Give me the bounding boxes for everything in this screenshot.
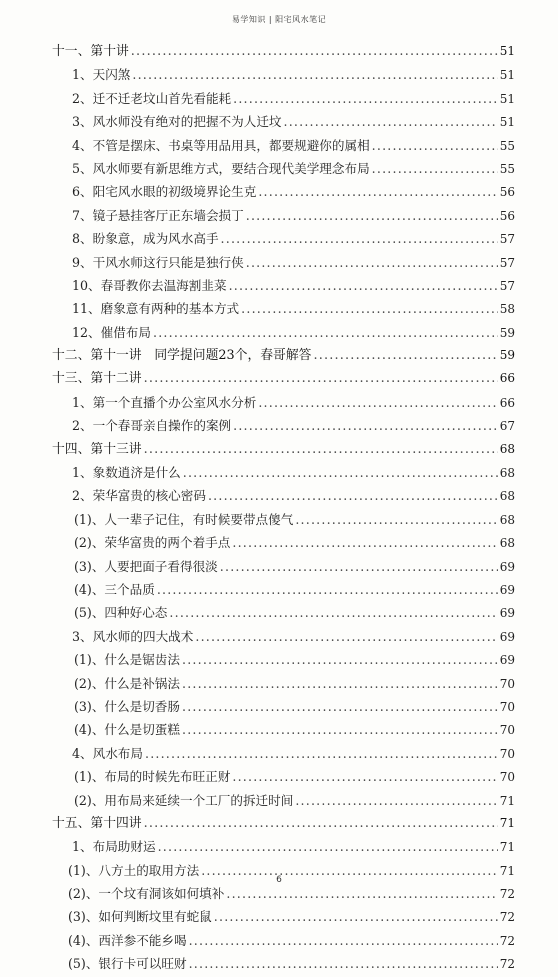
dot-leader bbox=[182, 695, 498, 718]
toc-entry-title: 3、风水师没有绝对的把握不为人迁坟 bbox=[72, 114, 282, 130]
toc-entry-title: (4)、西洋参不能乡喝 bbox=[68, 932, 187, 948]
dot-leader bbox=[208, 484, 498, 507]
dot-leader bbox=[158, 835, 498, 858]
toc-entry[interactable] bbox=[0, 274, 558, 297]
toc-entry[interactable] bbox=[0, 952, 558, 975]
toc-entry[interactable] bbox=[0, 812, 558, 835]
toc-entry-title: 3、风水师的四大战术 bbox=[72, 628, 194, 644]
toc-entry[interactable] bbox=[0, 344, 558, 367]
dot-leader bbox=[189, 929, 498, 952]
toc-entry[interactable] bbox=[0, 578, 558, 601]
dot-leader bbox=[232, 531, 497, 554]
dot-leader bbox=[313, 344, 497, 367]
dot-leader bbox=[144, 367, 498, 390]
toc-entry-page: 71 bbox=[499, 863, 515, 878]
dot-leader bbox=[131, 40, 498, 63]
toc-entry[interactable] bbox=[0, 882, 558, 905]
dot-leader bbox=[214, 905, 498, 928]
dot-leader bbox=[220, 555, 498, 578]
toc-entry[interactable] bbox=[0, 601, 558, 624]
toc-entry-page: 69 bbox=[499, 606, 515, 621]
toc-entry[interactable] bbox=[0, 438, 558, 461]
dot-leader bbox=[157, 578, 498, 601]
toc-entry-page: 69 bbox=[499, 559, 515, 574]
toc-entry-page: 55 bbox=[499, 161, 515, 176]
toc-entry-page: 51 bbox=[499, 44, 515, 58]
toc-entry-title: (1)、什么是锯齿法 bbox=[74, 652, 180, 668]
toc-entry-title: (2)、一个坟有洞该如何填补 bbox=[68, 886, 225, 902]
toc-entry-title: (2)、用布局来延续一个工厂的拆迁时间 bbox=[74, 792, 294, 808]
toc-entry-page: 56 bbox=[499, 185, 515, 200]
toc-entry-title: 十二、第十一讲 同学提问题23个，春哥解答 bbox=[52, 348, 312, 364]
toc-entry-page: 69 bbox=[499, 653, 515, 668]
toc-entry-title: (2)、荣华富贵的两个着手点 bbox=[74, 535, 231, 551]
toc-entry-page: 68 bbox=[499, 512, 515, 527]
toc-entry[interactable] bbox=[0, 227, 558, 250]
toc-entry[interactable] bbox=[0, 134, 558, 157]
toc-entry[interactable] bbox=[0, 297, 558, 320]
toc-entry-title: 十五、第十四讲 bbox=[52, 815, 142, 831]
toc-entry[interactable] bbox=[0, 508, 558, 531]
dot-leader bbox=[132, 63, 497, 86]
dot-leader bbox=[284, 110, 498, 133]
toc-entry-page: 68 bbox=[499, 536, 515, 551]
dot-leader bbox=[182, 648, 498, 671]
dot-leader bbox=[295, 508, 497, 531]
toc-entry-page: 58 bbox=[499, 302, 515, 317]
toc-entry[interactable] bbox=[0, 157, 558, 180]
toc-entry-page: 51 bbox=[499, 115, 515, 130]
toc-entry-title: 2、一个春哥亲自操作的案例 bbox=[72, 418, 232, 434]
dot-leader bbox=[144, 438, 498, 461]
toc-entry-title: (1)、布局的时候先布旺正财 bbox=[74, 769, 231, 785]
dot-leader bbox=[295, 789, 497, 812]
dot-leader bbox=[246, 204, 498, 227]
toc-entry-page: 68 bbox=[499, 441, 515, 456]
toc-entry-page: 66 bbox=[499, 371, 515, 386]
toc-entry-page: 69 bbox=[499, 629, 515, 644]
toc-entry[interactable] bbox=[0, 180, 558, 203]
dot-leader bbox=[226, 882, 497, 905]
dot-leader bbox=[182, 718, 498, 741]
toc-entry-title: 5、风水师要有新思维方式，要结合现代美学理念布局 bbox=[72, 160, 370, 176]
toc-entry-title: (4)、三个品质 bbox=[74, 581, 155, 597]
toc-entry[interactable] bbox=[0, 484, 558, 507]
toc-entry[interactable] bbox=[0, 87, 558, 110]
toc-entry-title: (3)、什么是切香肠 bbox=[74, 698, 180, 714]
toc-entry[interactable] bbox=[0, 929, 558, 952]
toc-entry-title: 8、盼象意，成为风水高手 bbox=[72, 231, 219, 247]
toc-entry-title: (2)、什么是补锅法 bbox=[74, 675, 180, 691]
toc-entry[interactable] bbox=[0, 625, 558, 648]
toc-entry[interactable] bbox=[0, 40, 558, 63]
toc-entry-title: 1、天闪煞 bbox=[72, 67, 131, 83]
toc-entry-page: 71 bbox=[499, 815, 515, 830]
dot-leader bbox=[144, 812, 498, 835]
toc-entry[interactable] bbox=[0, 461, 558, 484]
toc-entry-page: 72 bbox=[499, 910, 515, 925]
dot-leader bbox=[233, 414, 498, 437]
dot-leader bbox=[169, 601, 497, 624]
toc-entry-title: 2、荣华富贵的核心密码 bbox=[72, 488, 206, 504]
toc-entry[interactable] bbox=[0, 742, 558, 765]
toc-entry-page: 70 bbox=[499, 770, 515, 785]
toc-entry-page: 57 bbox=[499, 278, 515, 293]
toc-entry-title: 4、风水布局 bbox=[72, 745, 143, 761]
toc-entry[interactable] bbox=[0, 555, 558, 578]
toc-entry[interactable] bbox=[0, 251, 558, 274]
toc-entry[interactable] bbox=[0, 531, 558, 554]
dot-leader bbox=[258, 180, 497, 203]
toc-entry-page: 70 bbox=[499, 746, 515, 761]
toc-entry-title: 2、迁不迁老坟山首先看能耗 bbox=[72, 90, 232, 106]
toc-entry-page: 72 bbox=[499, 933, 515, 948]
dot-leader bbox=[153, 321, 498, 344]
toc-entry-title: (5)、四种好心态 bbox=[74, 605, 168, 621]
toc-entry[interactable] bbox=[0, 835, 558, 858]
toc-entry-page: 71 bbox=[499, 793, 515, 808]
toc-entry[interactable] bbox=[0, 414, 558, 437]
toc-entry-page: 70 bbox=[499, 723, 515, 738]
dot-leader bbox=[372, 157, 498, 180]
toc-entry[interactable] bbox=[0, 63, 558, 86]
toc-entry-title: (3)、如何判断坟里有蛇鼠 bbox=[68, 909, 212, 925]
dot-leader bbox=[232, 765, 497, 788]
running-header: 易学知识 | 阳宅风水笔记 bbox=[231, 15, 327, 24]
toc-entry[interactable] bbox=[0, 204, 558, 227]
dot-leader bbox=[195, 625, 497, 648]
toc-entry[interactable] bbox=[0, 765, 558, 788]
toc-entry-page: 57 bbox=[499, 255, 515, 270]
dot-leader bbox=[189, 952, 498, 975]
toc-entry-title: 4、不管是摆床、书桌等用品用具，都要规避你的属相 bbox=[72, 137, 370, 153]
toc-entry-title: 1、第一个直播个办公室风水分析 bbox=[72, 394, 257, 410]
toc-entry-page: 56 bbox=[499, 208, 515, 223]
dot-leader bbox=[241, 297, 498, 320]
toc-entry-title: 7、镜子悬挂客厅正东墙会损丁 bbox=[72, 207, 244, 223]
toc-entry-page: 71 bbox=[499, 840, 515, 855]
toc-entry[interactable] bbox=[0, 648, 558, 671]
toc-entry-title: 十一、第十讲 bbox=[52, 44, 129, 59]
dot-leader bbox=[221, 227, 498, 250]
toc-entry-title: 12、催借布局 bbox=[72, 324, 151, 340]
toc-entry-page: 69 bbox=[499, 582, 515, 597]
toc-entry-title: (1)、八方土的取用方法 bbox=[68, 862, 200, 878]
toc-entry-title: 十四、第十三讲 bbox=[52, 441, 142, 457]
toc-entry-page: 72 bbox=[499, 887, 515, 902]
toc-entry-page: 51 bbox=[499, 91, 515, 106]
toc-entry[interactable] bbox=[0, 391, 558, 414]
dot-leader bbox=[183, 461, 498, 484]
toc-entry[interactable] bbox=[0, 789, 558, 812]
page-number: 6 bbox=[276, 875, 282, 885]
toc-entry-page: 70 bbox=[499, 676, 515, 691]
toc-entry-title: 11、磨象意有两种的基本方式 bbox=[72, 301, 240, 317]
toc-entry[interactable] bbox=[0, 672, 558, 695]
toc-entry-page: 72 bbox=[499, 957, 515, 972]
toc-entry-title: 1、布局助财运 bbox=[72, 839, 156, 855]
toc-entry-title: (3)、人要把面子看得很淡 bbox=[74, 558, 218, 574]
toc-entry[interactable] bbox=[0, 110, 558, 133]
toc-entry-title: (5)、银行卡可以旺财 bbox=[68, 956, 187, 972]
toc-entry-page: 55 bbox=[499, 138, 515, 153]
toc-entry[interactable] bbox=[0, 321, 558, 344]
dot-leader bbox=[145, 742, 498, 765]
toc-entry-title: 十三、第十二讲 bbox=[52, 371, 142, 387]
toc-entry-title: 1、象数逍济是什么 bbox=[72, 465, 181, 481]
dot-leader bbox=[246, 251, 498, 274]
toc-entry-title: 10、春哥教你去温海割韭菜 bbox=[72, 277, 227, 293]
toc-entry-page: 70 bbox=[499, 699, 515, 714]
toc-entry-page: 68 bbox=[499, 489, 515, 504]
dot-leader bbox=[233, 87, 498, 110]
dot-leader bbox=[372, 134, 498, 157]
dot-leader bbox=[229, 274, 498, 297]
toc-entry-title: 6、阳宅风水眼的初级境界论生克 bbox=[72, 184, 257, 200]
toc-entry-page: 51 bbox=[499, 68, 515, 83]
toc-entry-page: 59 bbox=[499, 348, 515, 363]
toc-entry[interactable] bbox=[0, 905, 558, 928]
toc-entry-page: 67 bbox=[499, 419, 515, 434]
toc-entry[interactable] bbox=[0, 718, 558, 741]
dot-leader bbox=[258, 391, 497, 414]
toc-entry-title: (1)、人一辈子记住，有时候要带点傻气 bbox=[74, 511, 294, 527]
toc-entry-page: 59 bbox=[499, 325, 515, 340]
toc-entry-title: (4)、什么是切蛋糕 bbox=[74, 722, 180, 738]
toc-entry[interactable] bbox=[0, 695, 558, 718]
dot-leader bbox=[182, 672, 498, 695]
toc-entry-page: 66 bbox=[499, 395, 515, 410]
toc-entry-title: 9、干风水师这行只能是独行侠 bbox=[72, 254, 244, 270]
toc-entry[interactable] bbox=[0, 367, 558, 390]
toc-entry-page: 57 bbox=[499, 232, 515, 247]
table-of-contents bbox=[0, 40, 558, 976]
toc-entry-page: 68 bbox=[499, 466, 515, 481]
